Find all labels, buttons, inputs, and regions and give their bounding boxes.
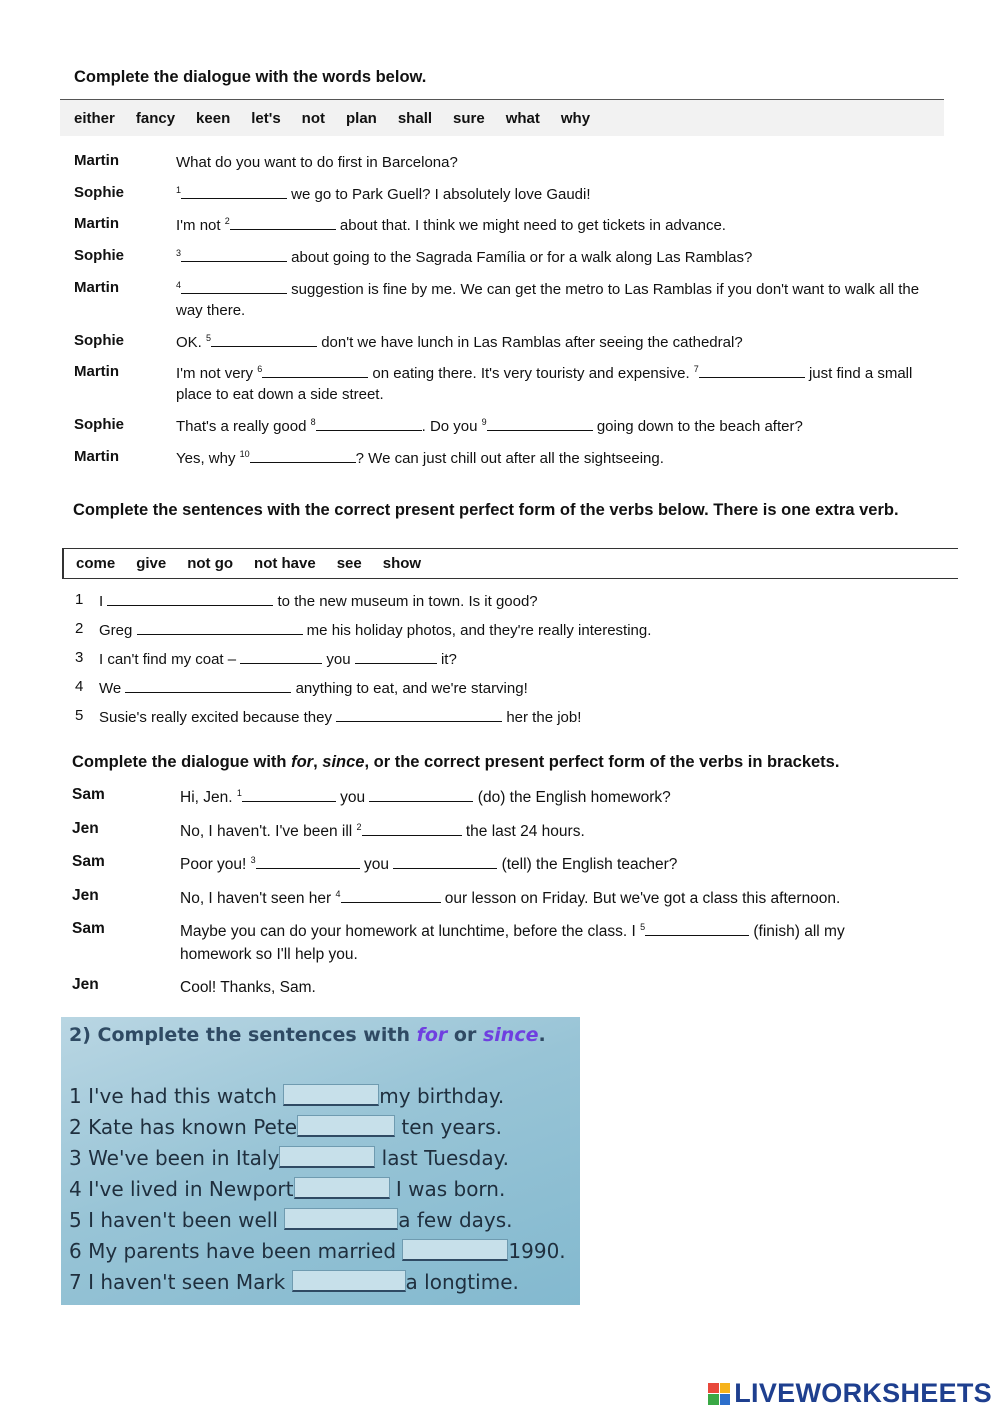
logo-square [708, 1394, 719, 1405]
speaker-name: Martin [74, 152, 119, 169]
line-text: Maybe you can do your homework at lunchtime, before the class. I $^5$ (finish) all my homework so I'll help you. [180, 922, 845, 963]
blank-number: 4 [335, 889, 341, 899]
panel-item: 3 We've been in Italy last Tuesday. [69, 1146, 509, 1170]
answer-blank[interactable] [125, 678, 291, 693]
line-text: I'm not $^2$ about that. I think we might need to get tickets in advance. [176, 216, 726, 234]
speaker-name: Martin [74, 448, 119, 465]
answer-blank[interactable] [262, 363, 368, 378]
speaker-name: Jen [72, 976, 99, 993]
item-number: 3 [75, 649, 84, 666]
answer-blank[interactable] [181, 184, 287, 199]
verb-bank-item: come [76, 555, 116, 572]
answer-blank[interactable] [211, 332, 317, 347]
answer-blank[interactable] [242, 787, 336, 802]
blank-number: 10 [239, 449, 250, 459]
panel-item: 5 I haven't been well a few days. [69, 1208, 513, 1232]
line-text: Poor you! $^3$ you (tell) the English teacher? [180, 855, 678, 873]
answer-input[interactable] [284, 1208, 398, 1230]
item-number: 5 [75, 707, 84, 724]
answer-blank[interactable] [137, 620, 303, 635]
answer-blank[interactable] [230, 215, 336, 230]
speaker-name: Jen [72, 820, 99, 837]
blank-number: 1 [176, 185, 182, 195]
answer-input[interactable] [283, 1084, 379, 1106]
verb-bank [62, 548, 958, 579]
speaker-name: Sam [72, 920, 105, 937]
blank-number: 5 [206, 333, 212, 343]
logo-square [720, 1394, 731, 1405]
blank-number: 9 [481, 417, 487, 427]
answer-blank[interactable] [355, 649, 437, 664]
blank-number: 6 [257, 364, 263, 374]
panel-item: 2 Kate has known Pete ten years. [69, 1115, 502, 1139]
word-bank [60, 100, 944, 136]
answer-blank[interactable] [240, 649, 322, 664]
speaker-name: Sam [72, 786, 105, 803]
panel-heading: 2) Complete the sentences with for or since. [69, 1024, 546, 1046]
line-text: No, I haven't. I've been ill $^2$ the last 24 hours. [180, 822, 585, 840]
speaker-name: Sophie [74, 247, 125, 264]
verb-bank-item: see [336, 555, 362, 572]
line-text: OK. $^5$ don't we have lunch in Las Ramblas after seeing the cathedral? [176, 333, 743, 351]
verb-bank-item: give [136, 555, 167, 572]
answer-input[interactable] [294, 1177, 390, 1199]
for-since-exercise-panel [61, 1017, 580, 1305]
answer-blank[interactable] [341, 888, 441, 903]
blank-number: 3 [250, 855, 256, 865]
line-text: No, I haven't seen her $^4$ our lesson on Friday. But we've got a class this afternoon. [180, 889, 841, 907]
line-text: $^1$ we go to Park Guell? I absolutely love Gaudi! [176, 185, 591, 203]
speaker-name: Martin [74, 279, 119, 296]
answer-input[interactable] [297, 1115, 395, 1137]
line-text: Cool! Thanks, Sam. [180, 979, 316, 996]
answer-blank[interactable] [181, 279, 287, 294]
answer-blank[interactable] [362, 821, 462, 836]
panel-item: 1 I've had this watch my birthday. [69, 1084, 505, 1108]
item-text: I to the new museum in town. Is it good? [99, 593, 538, 610]
answer-blank[interactable] [316, 416, 422, 431]
panel-item: 7 I haven't seen Mark a longtime. [69, 1270, 519, 1294]
answer-blank[interactable] [699, 363, 805, 378]
speaker-name: Sophie [74, 416, 125, 433]
answer-blank[interactable] [181, 247, 287, 262]
blank-number: 8 [310, 417, 316, 427]
speaker-name: Sophie [74, 184, 125, 201]
answer-blank[interactable] [369, 787, 473, 802]
item-number: 2 [75, 620, 84, 637]
word-bank-item: keen [196, 109, 231, 127]
liveworksheets-logo [708, 1378, 992, 1409]
answer-blank[interactable] [645, 921, 749, 936]
logo-square [720, 1383, 731, 1394]
word-bank-item: either [74, 109, 115, 127]
word-bank-item: not [301, 109, 325, 127]
word-bank-item: fancy [135, 109, 176, 127]
item-number: 4 [75, 678, 84, 695]
blank-number: 4 [176, 280, 182, 290]
section1-heading: Complete the dialogue with the words below. [74, 68, 427, 86]
blank-number: 7 [693, 364, 699, 374]
panel-item: 4 I've lived in Newport I was born. [69, 1177, 506, 1201]
word-bank-item: why [560, 109, 591, 127]
blank-number: 1 [236, 788, 242, 798]
brand-name: LIVEWORKSHEETS [734, 1378, 992, 1408]
answer-input[interactable] [402, 1239, 508, 1261]
word-bank-item: what [505, 109, 540, 127]
speaker-name: Martin [74, 215, 119, 232]
item-text: Greg me his holiday photos, and they're really interesting. [99, 622, 652, 639]
verb-bank-item: not have [254, 555, 316, 572]
logo-icon [708, 1383, 730, 1405]
section2-heading: Complete the sentences with the correct present perfect form of the verbs below. There is one extra verb. [73, 501, 899, 519]
line-text: $^3$ about going to the Sagrada Família or for a walk along Las Ramblas? [176, 248, 753, 266]
verb-bank-item: not go [187, 555, 234, 572]
line-text: Hi, Jen. $^1$ you (do) the English homework? [180, 788, 671, 806]
panel-item: 6 My parents have been married 1990. [69, 1239, 566, 1263]
speaker-name: Sam [72, 853, 105, 870]
answer-input[interactable] [292, 1270, 406, 1292]
line-text: $^4$ suggestion is fine by me. We can get the metro to Las Ramblas if you don't want to walk all the way there. [176, 280, 920, 319]
line-text: That's a really good $^8$ . Do you $^9$ going down to the beach after? [176, 417, 803, 435]
speaker-name: Jen [72, 887, 99, 904]
section3-heading: Complete the dialogue with for, since, or the correct present perfect form of the verbs in brackets. [72, 753, 840, 771]
blank-number: 5 [640, 922, 646, 932]
logo-square [708, 1383, 719, 1394]
item-text: We anything to eat, and we're starving! [99, 680, 528, 697]
word-bank-item: sure [453, 109, 485, 127]
answer-blank[interactable] [336, 707, 502, 722]
answer-input[interactable] [279, 1146, 375, 1168]
blank-number: 2 [224, 216, 230, 226]
item-number: 1 [75, 591, 84, 608]
verb-bank-item: show [382, 555, 422, 572]
line-text: Yes, why $^{10}$ ? We can just chill out after all the sightseeing. [176, 449, 664, 467]
answer-blank[interactable] [487, 416, 593, 431]
answer-blank[interactable] [393, 854, 497, 869]
blank-number: 3 [176, 248, 182, 258]
line-text: I'm not very $^6$ on eating there. It's very touristy and expensive. $^7$ just find a small place to eat down a side street. [176, 364, 913, 403]
answer-blank[interactable] [250, 448, 356, 463]
line-text: What do you want to do first in Barcelona? [176, 154, 458, 171]
answer-blank[interactable] [256, 854, 360, 869]
item-text: I can't find my coat – you it? [99, 651, 457, 668]
speaker-name: Martin [74, 363, 119, 380]
answer-blank[interactable] [107, 591, 273, 606]
word-bank-item: plan [346, 109, 377, 127]
blank-number: 2 [356, 822, 362, 832]
word-bank-item: shall [397, 109, 433, 127]
item-text: Susie's really excited because they her the job! [99, 709, 582, 726]
word-bank-item: let's [251, 109, 281, 127]
speaker-name: Sophie [74, 332, 125, 349]
